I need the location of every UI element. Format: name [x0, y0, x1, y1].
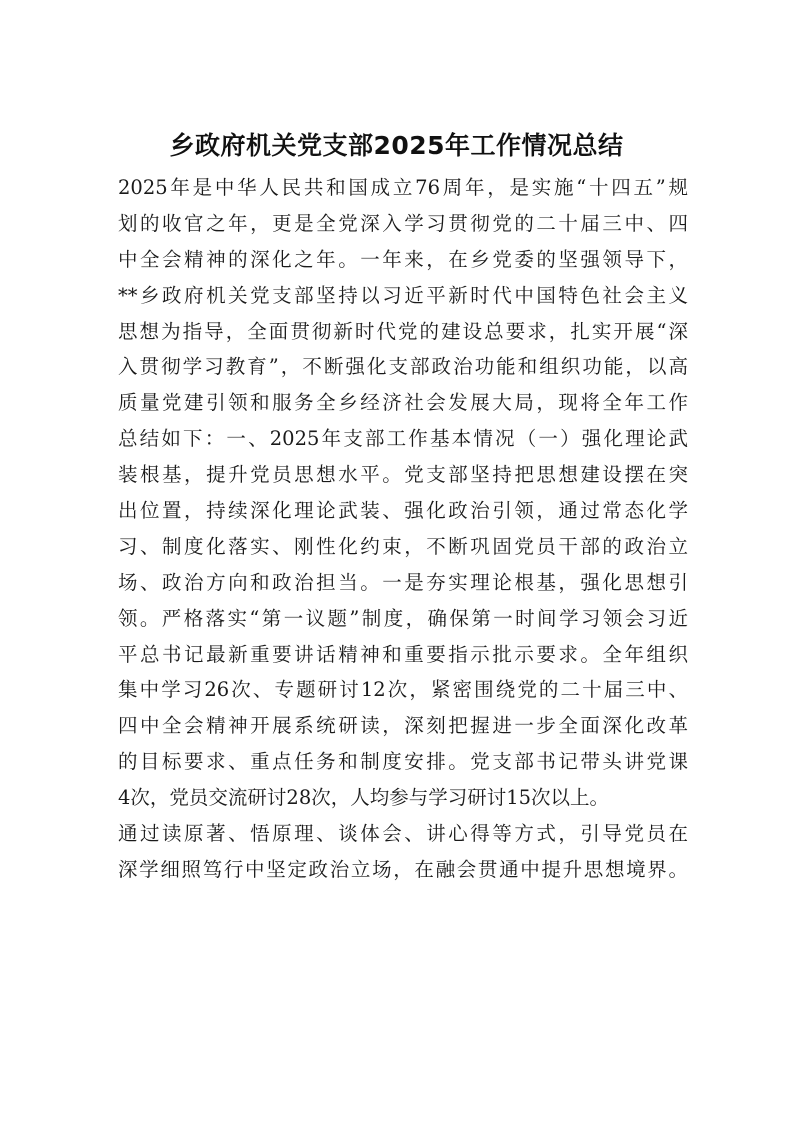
- body-line: 四中全会精神开展系统研读，深刻把握进一步全面深化改革: [118, 714, 688, 738]
- body-line: 总结如下：一、2025年支部工作基本情况（一）强化理论武: [118, 427, 688, 451]
- body-line: 2025年是中华人民共和国成立76周年，是实施“十四五”规: [118, 176, 688, 199]
- body-line: 中全会精神的深化之年。一年来，在乡党委的坚强领导下，: [118, 247, 688, 271]
- body-line: 划的收官之年，更是全党深入学习贯彻党的二十届三中、四: [118, 211, 688, 235]
- body-line: 深学细照笃行中坚定政治立场，在融会贯通中提升思想境界。: [118, 857, 688, 881]
- body-line: 思想为指导，全面贯彻新时代党的建设总要求，扎实开展“深: [118, 319, 688, 343]
- body-line: 装根基，提升党员思想水平。党支部坚持把思想建设摆在突: [118, 463, 688, 487]
- body-line: 质量党建引领和服务全乡经济社会发展大局，现将全年工作: [118, 391, 688, 415]
- body-line: 平总书记最新重要讲话精神和重要指示批示要求。全年组织: [118, 642, 688, 666]
- body-line: 的目标要求、重点任务和制度安排。党支部书记带头讲党课: [118, 750, 688, 774]
- body-line: 集中学习26次、专题研讨12次，紧密围绕党的二十届三中、: [118, 678, 688, 702]
- document-body: [118, 170, 688, 888]
- body-line: 习、制度化落实、刚性化约束，不断巩固党员干部的政治立: [118, 534, 688, 558]
- body-line: 领。严格落实“第一议题”制度，确保第一时间学习领会习近: [118, 606, 688, 630]
- body-line: 通过读原著、悟原理、谈体会、讲心得等方式，引导党员在: [118, 822, 688, 846]
- document-title: 乡政府机关党支部2025年工作情况总结: [169, 131, 624, 160]
- body-line: 入贯彻学习教育”，不断强化支部政治功能和组织功能，以高: [118, 355, 688, 379]
- body-line: 出位置，持续深化理论武装、强化政治引领，通过常态化学: [118, 499, 688, 523]
- body-line: 4次，党员交流研讨28次，人均参与学习研讨15次以上。: [118, 786, 610, 810]
- body-line: **乡政府机关党支部坚持以习近平新时代中国特色社会主义: [118, 283, 688, 307]
- body-line: 场、政治方向和政治担当。一是夯实理论根基，强化思想引: [118, 570, 688, 594]
